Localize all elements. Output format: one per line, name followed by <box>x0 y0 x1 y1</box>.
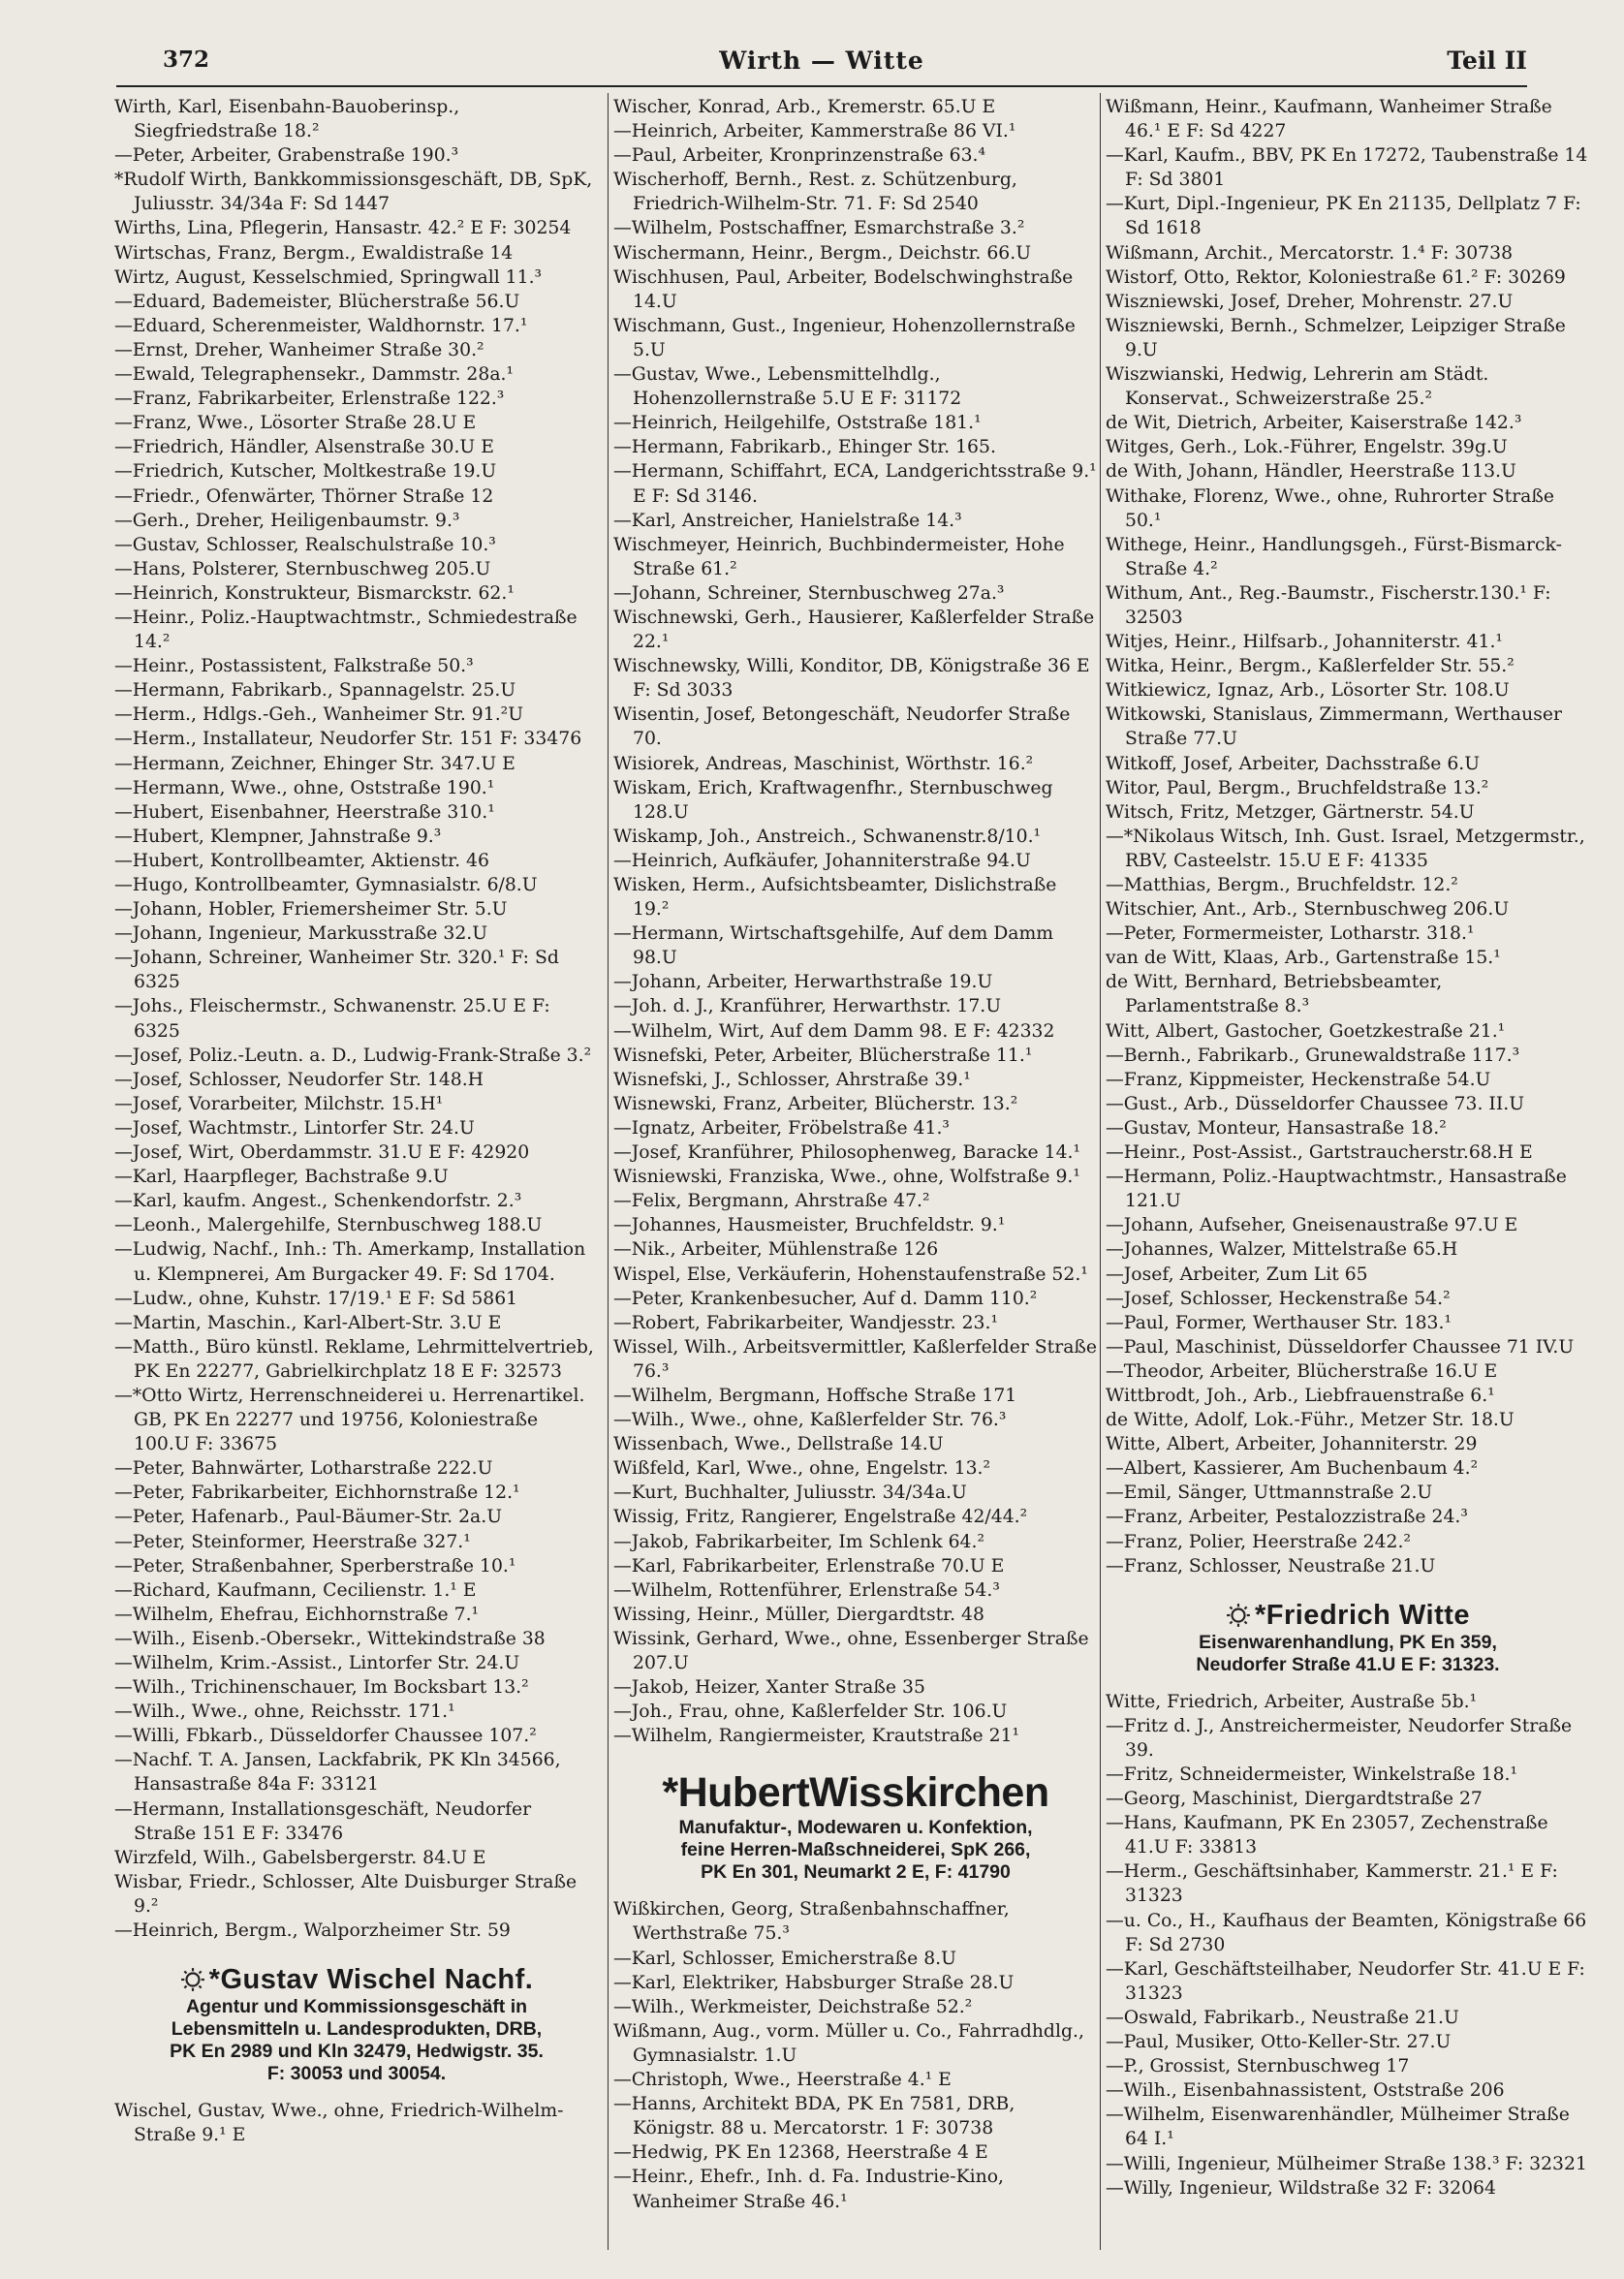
directory-entry: Wisbar, Friedr., Schlosser, Alte Duisburger Straße 9.² <box>114 1871 578 1917</box>
directory-entry: Wissink, Gerhard, Wwe., ohne, Essenberger Straße 207.U <box>613 1628 1089 1673</box>
directory-entry: Wisentin, Josef, Betongeschäft, Neudorfer Straße 70. <box>613 704 1071 750</box>
ad-line: Agentur und Kommissionsgeschäft in <box>185 1996 528 2018</box>
directory-entry: —u. Co., H., Kaufhaus der Beamten, Königstraße 66 F: Sd 2730 <box>1106 1910 1587 1955</box>
column-1 <box>114 95 599 2251</box>
directory-entry: —Theodor, Arbeiter, Blücherstraße 16.U E <box>1106 1360 1498 1382</box>
directory-entry: —Wilh., Wwe., ohne, Kaßlerfelder Str. 76.³ <box>613 1410 1007 1431</box>
directory-entry: —Hermann, Fabrikarb., Spannagelstr. 25.U <box>114 680 516 702</box>
directory-entry: Wiskam, Erich, Kraftwagenfhr., Sternbuschweg 128.U <box>613 777 1053 823</box>
directory-entry: —Hedwig, PK En 12368, Heerstraße 4 E <box>613 2142 988 2164</box>
directory-entry: —Josef, Arbeiter, Zum Lit 65 <box>1106 1264 1368 1285</box>
sun-emblem-icon <box>1226 1603 1251 1628</box>
directory-entry: —Nachf. T. A. Jansen, Lackfabrik, PK Kln 34566, Hansastraße 84a F: 33121 <box>114 1750 561 1795</box>
directory-entry: —Karl, Fabrikarbeiter, Erlenstraße 70.U E <box>613 1555 1005 1577</box>
directory-entry: —Heinrich, Arbeiter, Kammerstraße 86 VI.¹ <box>613 121 1016 142</box>
directory-entry: —Peter, Steinformer, Heerstraße 327.¹ <box>114 1531 471 1552</box>
directory-entry: —Paul, Former, Werthauser Str. 183.¹ <box>1106 1312 1452 1333</box>
directory-entry: Wischnewsky, Willi, Konditor, DB, Königstraße 36 E F: Sd 3033 <box>613 656 1090 702</box>
directory-entry: —Gust., Arb., Düsseldorfer Chaussee 73. II.U <box>1106 1093 1525 1114</box>
directory-entry: Wispel, Else, Verkäuferin, Hohenstaufenstraße 52.¹ <box>613 1264 1088 1285</box>
directory-entry: —Peter, Straßenbahner, Sperberstraße 10.¹ <box>114 1555 516 1577</box>
directory-entry: —Felix, Bergmann, Ahrstraße 47.² <box>613 1191 930 1212</box>
directory-entry: Wisiorek, Andreas, Maschinist, Wörthstr. 16.² <box>613 753 1034 774</box>
part-label: Teil II <box>1447 47 1527 75</box>
directory-entry: Wischmeyer, Heinrich, Buchbindermeister, Hohe Straße 61.² <box>613 534 1065 579</box>
directory-entry: —Josef, Poliz.-Leutn. a. D., Ludwig-Frank-Straße 3.² <box>114 1045 592 1066</box>
page-header <box>116 43 1527 87</box>
directory-entry: Wisnewski, Franz, Arbeiter, Blücherstr. 13.² <box>613 1093 1018 1114</box>
advertisement-wischel <box>114 1964 599 2085</box>
directory-entry: Wissing, Heinr., Müller, Diergardtstr. 48 <box>613 1604 984 1625</box>
directory-entry: —Herm., Installateur, Neudorfer Str. 151 F: 33476 <box>114 729 582 750</box>
directory-entry: Witt, Albert, Gastocher, Goetzkestraße 21.¹ <box>1106 1020 1506 1042</box>
directory-entry: —Wilhelm, Rottenführer, Erlenstraße 54.³ <box>613 1579 1000 1601</box>
directory-entry: —*Nikolaus Witsch, Inh. Gust. Israel, Metzgermstr., RBV, Casteelstr. 15.U E F: 41335 <box>1106 826 1585 871</box>
directory-entry: —Friedrich, Kutscher, Moltkestraße 19.U <box>114 461 497 483</box>
directory-entry: —Heinrich, Aufkäufer, Johanniterstraße 94.U <box>613 850 1031 871</box>
directory-entry: —Robert, Fabrikarbeiter, Wandjesstr. 23.¹ <box>613 1312 999 1333</box>
directory-entry: Wischnewski, Gerh., Hausierer, Kaßlerfelder Straße 22.¹ <box>613 607 1095 653</box>
entry-list <box>1106 95 1590 1578</box>
directory-entry: Witkowski, Stanislaus, Zimmermann, Werthauser Straße 77.U <box>1106 704 1562 750</box>
directory-entry: —Hanns, Architekt BDA, PK En 7581, DRB, Königstr. 88 u. Mercatorstr. 1 F: 30738 <box>613 2094 1015 2139</box>
advertisement-wisskirchen <box>613 1769 1098 1884</box>
directory-entry: —Hubert, Kontrollbeamter, Aktienstr. 46 <box>114 850 489 871</box>
ad-title: *HubertWisskirchen <box>662 1769 1049 1817</box>
directory-entry: —Hubert, Eisenbahner, Heerstraße 310.¹ <box>114 801 495 823</box>
directory-entry: Wisnefski, Peter, Arbeiter, Blücherstraße 11.¹ <box>613 1045 1033 1066</box>
directory-entry: —Karl, Kaufm., BBV, PK En 17272, Taubenstraße 14 F: Sd 3801 <box>1106 145 1588 191</box>
directory-entry: Wiszniewski, Bernh., Schmelzer, Leipziger Straße 9.U <box>1106 315 1566 360</box>
directory-entry: Wiszniewski, Josef, Dreher, Mohrenstr. 27.U <box>1106 291 1514 312</box>
directory-entry: —Heinr., Post-Assist., Gartstraucherstr.68.H E <box>1106 1142 1533 1164</box>
directory-entry: Witjes, Heinr., Hilfsarb., Johanniterstr. 41.¹ <box>1106 632 1503 653</box>
directory-entry: —Hermann, Installationsgeschäft, Neudorfer Straße 151 E F: 33476 <box>114 1798 532 1844</box>
ad-body <box>114 1996 599 2085</box>
directory-entry: —Heinrich, Konstrukteur, Bismarckstr. 62.¹ <box>114 582 515 604</box>
directory-entry: —Josef, Wirt, Oberdammstr. 31.U E F: 42920 <box>114 1142 530 1164</box>
directory-entry: —Wilhelm, Ehefrau, Eichhornstraße 7.¹ <box>114 1604 480 1625</box>
directory-entry: —Johann, Schreiner, Wanheimer Str. 320.¹ F: Sd 6325 <box>114 948 559 993</box>
directory-entry: —Johannes, Hausmeister, Bruchfeldstr. 9.¹ <box>613 1215 1006 1236</box>
directory-entry: —Wilh., Eisenbahnassistent, Oststraße 206 <box>1106 2080 1505 2102</box>
directory-entry: —Franz, Arbeiter, Pestalozzistraße 24.³ <box>1106 1507 1468 1528</box>
directory-entry: Witte, Albert, Arbeiter, Johanniterstr. 29 <box>1106 1434 1478 1455</box>
directory-entry: —Johann, Arbeiter, Herwarthstraße 19.U <box>613 972 993 993</box>
directory-entry: —Johann, Aufseher, Gneisenaustraße 97.U E <box>1106 1215 1518 1236</box>
directory-entry: —Wilhelm, Krim.-Assist., Lintorfer Str. 24.U <box>114 1653 520 1673</box>
directory-entry: —Christoph, Wwe., Heerstraße 4.¹ E <box>613 2070 952 2091</box>
directory-entry: —Johann, Schreiner, Sternbuschweg 27a.³ <box>613 582 1005 604</box>
directory-entry: —Wilhelm, Eisenwarenhändler, Mülheimer Straße 64 I.¹ <box>1106 2105 1570 2150</box>
directory-entry: —Franz, Polier, Heerstraße 242.² <box>1106 1531 1412 1552</box>
directory-entry: Wissel, Wilh., Arbeitsvermittler, Kaßlerfelder Straße 76.³ <box>613 1336 1098 1382</box>
directory-entry: Wiskamp, Joh., Anstreich., Schwanenstr.8/10.¹ <box>613 826 1042 847</box>
directory-entry: —Heinr., Postassistent, Falkstraße 50.³ <box>114 656 474 677</box>
directory-entry: —Josef, Kranführer, Philosophenweg, Baracke 14.¹ <box>613 1142 1081 1164</box>
directory-entry: —Wilhelm, Wirt, Auf dem Damm 98. E F: 42332 <box>613 1020 1055 1042</box>
directory-entry: Wißfeld, Karl, Wwe., ohne, Engelstr. 13.² <box>613 1458 991 1480</box>
directory-entry: —Martin, Maschin., Karl-Albert-Str. 3.U E <box>114 1312 502 1333</box>
ad-title: *Friedrich Witte <box>1254 1599 1471 1631</box>
directory-entry: —Heinr., Ehefr., Inh. d. Fa. Industrie-Kino, Wanheimer Straße 46.¹ <box>613 2167 1004 2212</box>
directory-entry: —Peter, Formermeister, Lotharstr. 318.¹ <box>1106 923 1475 945</box>
directory-entry: —Hermann, Poliz.-Hauptwachtmstr., Hansastraße 121.U <box>1106 1167 1567 1212</box>
directory-entry: Witor, Paul, Bergm., Bruchfeldstraße 13.² <box>1106 777 1489 798</box>
directory-entry: Wischer, Konrad, Arb., Kremerstr. 65.U E <box>613 97 996 117</box>
directory-entry: Wischmann, Gust., Ingenieur, Hohenzollernstraße 5.U <box>613 315 1076 360</box>
directory-entry: —Franz, Schlosser, Neustraße 21.U <box>1106 1555 1436 1577</box>
directory-entry: —Emil, Sänger, Uttmannstraße 2.U <box>1106 1483 1433 1504</box>
directory-entry: Witges, Gerh., Lok.-Führer, Engelstr. 39g.U <box>1106 437 1508 458</box>
directory-entry: Withum, Ant., Reg.-Baumstr., Fischerstr.130.¹ F: 32503 <box>1106 582 1551 628</box>
directory-entry: Wißmann, Heinr., Kaufmann, Wanheimer Straße 46.¹ E F: Sd 4227 <box>1106 97 1552 142</box>
directory-entry: —P., Grossist, Sternbuschweg 17 <box>1106 2056 1410 2077</box>
directory-entry: —Karl, Schlosser, Emicherstraße 8.U <box>613 1948 956 1969</box>
directory-entry: Wissig, Fritz, Rangierer, Engelstraße 42/44.² <box>613 1507 1028 1528</box>
header-rule <box>116 85 1527 87</box>
directory-entry: Wirtz, August, Kesselschmied, Springwall 11.³ <box>114 266 543 288</box>
directory-entry: —Wilhelm, Postschaffner, Esmarchstraße 3.² <box>613 218 1025 239</box>
directory-entry: —Fritz d. J., Anstreichermeister, Neudorfer Straße 39. <box>1106 1715 1573 1761</box>
directory-entry: —Hermann, Wwe., ohne, Oststraße 190.¹ <box>114 777 495 798</box>
directory-entry: —Wilh., Wwe., ohne, Reichsstr. 171.¹ <box>114 1701 455 1723</box>
directory-entry: —Ignatz, Arbeiter, Fröbelstraße 41.³ <box>613 1117 950 1139</box>
directory-entry: —Hermann, Schiffahrt, ECA, Landgerichtsstraße 9.¹ E F: Sd 3146. <box>613 461 1097 507</box>
directory-entry: —Johann, Hobler, Friemersheimer Str. 5.U <box>114 899 508 921</box>
directory-entry: —Joh. d. J., Kranführer, Herwarthstr. 17.U <box>613 996 1002 1017</box>
directory-entry: —Oswald, Fabrikarb., Neustraße 21.U <box>1106 2007 1459 2028</box>
directory-entry: —Kurt, Dipl.-Ingenieur, PK En 21135, Dellplatz 7 F: Sd 1618 <box>1106 194 1581 239</box>
directory-entry: —Ludwig, Nachf., Inh.: Th. Amerkamp, Installation u. Klempnerei, Am Burgacker 49. F: Sd 1704. <box>114 1239 586 1285</box>
column-3 <box>1106 95 1590 2251</box>
directory-entry: —Matth., Büro künstl. Reklame, Lehrmittelvertrieb, PK En 22277, Gabrielkirchplatz 18 E F: 32573 <box>114 1336 594 1382</box>
directory-entry: Withege, Heinr., Handlungsgeh., Fürst-Bismarck-Straße 4.² <box>1106 534 1562 579</box>
entry-list <box>1106 1690 1590 2201</box>
ad-line: Manufaktur-, Modewaren u. Konfektion, <box>678 1817 1033 1839</box>
directory-entry: —Kurt, Buchhalter, Juliusstr. 34/34a.U <box>613 1483 967 1504</box>
directory-entry: —Willi, Ingenieur, Mülheimer Straße 138.³ F: 32321 <box>1106 2153 1587 2174</box>
directory-entry: —Peter, Krankenbesucher, Auf d. Damm 110.² <box>613 1288 1038 1309</box>
directory-entry: Wissenbach, Wwe., Dellstraße 14.U <box>613 1434 944 1455</box>
ad-title: *Gustav Wischel Nachf. <box>208 1964 534 1996</box>
directory-entry: —Heinr., Poliz.-Hauptwachtmstr., Schmiedestraße 14.² <box>114 607 578 653</box>
directory-entry: —Eduard, Scherenmeister, Waldhornstr. 17.¹ <box>114 315 528 336</box>
directory-entry: Wirths, Lina, Pflegerin, Hansastr. 42.² E F: 30254 <box>114 218 572 239</box>
directory-entry: —Peter, Bahnwärter, Lotharstraße 222.U <box>114 1458 493 1480</box>
directory-entry: van de Witt, Klaas, Arb., Gartenstraße 15.¹ <box>1106 948 1501 969</box>
directory-entry: —Albert, Kassierer, Am Buchenbaum 4.² <box>1106 1458 1479 1480</box>
directory-entry: —Paul, Arbeiter, Kronprinzenstraße 63.⁴ <box>613 145 986 167</box>
directory-entry: Witsch, Fritz, Metzger, Gärtnerstr. 54.U <box>1106 801 1475 823</box>
directory-entry: —Karl, Anstreicher, Hanielstraße 14.³ <box>613 510 962 531</box>
directory-entry: Wistorf, Otto, Rektor, Koloniestraße 61.² F: 30269 <box>1106 266 1566 288</box>
directory-entry: —Hermann, Zeichner, Ehinger Str. 347.U E <box>114 753 515 774</box>
directory-entry: —Wilh., Trichinenschauer, Im Bocksbart 13.² <box>114 1677 529 1699</box>
entry-list <box>613 1897 1098 2213</box>
directory-entry: Wischel, Gustav, Wwe., ohne, Friedrich-Wilhelm-Straße 9.¹ E <box>114 2101 564 2146</box>
directory-entry: Wischermann, Heinr., Bergm., Deichstr. 66.U <box>613 242 1032 264</box>
directory-entry: Witka, Heinr., Bergm., Kaßlerfelder Str. 55.² <box>1106 656 1515 677</box>
directory-entry: de With, Johann, Händler, Heerstraße 113.U <box>1106 461 1516 483</box>
directory-entry: —Herm., Hdlgs.-Geh., Wanheimer Str. 91.²U <box>114 704 524 726</box>
directory-entry: —Josef, Schlosser, Neudorfer Str. 148.H <box>114 1069 484 1090</box>
column-2 <box>613 95 1098 2251</box>
directory-entry: —Georg, Maschinist, Diergardtstraße 27 <box>1106 1789 1483 1810</box>
directory-entry: Witte, Friedrich, Arbeiter, Austraße 5b.¹ <box>1106 1691 1478 1712</box>
directory-entry: —Fritz, Schneidermeister, Winkelstraße 18.¹ <box>1106 1764 1518 1785</box>
directory-entry: —Hugo, Kontrollbeamter, Gymnasialstr. 6/8.U <box>114 875 538 895</box>
directory-entry: —Heinrich, Heilgehilfe, Oststraße 181.¹ <box>613 413 982 434</box>
ad-line: feine Herren-Maßschneiderei, SpK 266, <box>680 1839 1031 1861</box>
ad-line: PK En 301, Neumarkt 2 E, F: 41790 <box>701 1861 1011 1884</box>
ad-line: Lebensmitteln u. Landesprodukten, DRB, <box>171 2018 543 2041</box>
directory-entry: —Friedr., Ofenwärter, Thörner Straße 12 <box>114 485 494 507</box>
directory-entry: —Johann, Ingenieur, Markusstraße 32.U <box>114 923 488 945</box>
directory-entry: —Johannes, Walzer, Mittelstraße 65.H <box>1106 1239 1458 1261</box>
directory-entry: Witkiewicz, Ignaz, Arb., Lösorter Str. 108.U <box>1106 680 1510 702</box>
ad-line: PK En 2989 und Kln 32479, Hedwigstr. 35. <box>170 2041 544 2063</box>
directory-entry: —Leonh., Malergehilfe, Sternbuschweg 188.U <box>114 1215 543 1236</box>
directory-entry: —Karl, kaufm. Angest., Schenkendorfstr. 2.³ <box>114 1191 522 1212</box>
page-number: 372 <box>163 47 210 73</box>
running-title: Wirth — Witte <box>719 47 924 75</box>
directory-entry: —Matthias, Bergm., Bruchfeldstr. 12.² <box>1106 875 1458 895</box>
directory-entry: Wischerhoff, Bernh., Rest. z. Schützenburg, Friedrich-Wilhelm-Str. 71. F: Sd 2540 <box>613 170 1017 215</box>
directory-entry: Wiszwianski, Hedwig, Lehrerin am Städt. Konservat., Schweizerstraße 25.² <box>1106 364 1489 410</box>
directory-entry: Wißmann, Archit., Mercatorstr. 1.⁴ F: 30738 <box>1106 242 1514 264</box>
directory-entry: Wißmann, Aug., vorm. Müller u. Co., Fahrradhdlg., Gymnasialstr. 1.U <box>613 2020 1084 2066</box>
directory-entry: —Nik., Arbeiter, Mühlenstraße 126 <box>613 1239 939 1261</box>
directory-entry: Wisnefski, J., Schlosser, Ahrstraße 39.¹ <box>613 1069 971 1090</box>
entry-list <box>613 95 1098 1748</box>
directory-entry: —Ludw., ohne, Kuhstr. 17/19.¹ E F: Sd 5861 <box>114 1288 518 1309</box>
directory-entry: —Paul, Musiker, Otto-Keller-Str. 27.U <box>1106 2032 1452 2053</box>
directory-entry: —Franz, Wwe., Lösorter Straße 28.U E <box>114 413 477 434</box>
directory-entry: —Hans, Polsterer, Sternbuschweg 205.U <box>114 558 491 579</box>
directory-entry: —Ewald, Telegraphensekr., Dammstr. 28a.¹ <box>114 364 515 386</box>
directory-entry: —Johs., Fleischermstr., Schwanenstr. 25.U E F: 6325 <box>114 996 550 1042</box>
directory-entry: —Gustav, Monteur, Hansastraße 18.² <box>1106 1117 1447 1139</box>
ad-line: Neudorfer Straße 41.U E F: 31323. <box>1196 1653 1500 1675</box>
directory-entry: —Wilh., Werkmeister, Deichstraße 52.² <box>613 1996 973 2017</box>
column-divider <box>1100 93 1101 2250</box>
directory-entry: de Witt, Bernhard, Betriebsbeamter, Parlamentstraße 8.³ <box>1106 972 1443 1017</box>
entry-list <box>114 2099 599 2147</box>
directory-entry: —Jakob, Heizer, Xanter Straße 35 <box>613 1677 925 1699</box>
directory-entry: —Eduard, Bademeister, Blücherstraße 56.U <box>114 291 520 312</box>
directory-entry: Wittbrodt, Joh., Arb., Liebfrauenstraße 6.¹ <box>1106 1385 1495 1406</box>
directory-entry: —Hubert, Klempner, Jahnstraße 9.³ <box>114 826 442 847</box>
directory-entry: —Peter, Fabrikarbeiter, Eichhornstraße 12.¹ <box>114 1483 520 1504</box>
directory-entry: —Karl, Geschäftsteilhaber, Neudorfer Str. 41.U E F: 31323 <box>1106 1958 1585 2004</box>
directory-entry: de Wit, Dietrich, Arbeiter, Kaiserstraße 142.³ <box>1106 413 1522 434</box>
directory-entry: —Willy, Ingenieur, Wildstraße 32 F: 32064 <box>1106 2177 1496 2199</box>
directory-entry: —Bernh., Fabrikarb., Grunewaldstraße 117.³ <box>1106 1045 1520 1066</box>
directory-entry: —Heinrich, Bergm., Walporzheimer Str. 59 <box>114 1920 511 1942</box>
directory-entry: —Ernst, Dreher, Wanheimer Straße 30.² <box>114 339 484 360</box>
directory-entry: —Franz, Kippmeister, Heckenstraße 54.U <box>1106 1069 1491 1090</box>
directory-entry: —Willi, Fbkarb., Düsseldorfer Chaussee 107.² <box>114 1726 537 1747</box>
directory-entry: —Josef, Vorarbeiter, Milchstr. 15.H¹ <box>114 1093 444 1114</box>
ad-body <box>613 1817 1098 1884</box>
directory-entry: Wißkirchen, Georg, Straßenbahnschaffner, Werthstraße 75.³ <box>613 1899 1010 1945</box>
directory-entry: —Wilhelm, Rangiermeister, Krautstraße 21¹ <box>613 1726 1020 1747</box>
ad-line: F: 30053 und 30054. <box>266 2063 447 2085</box>
directory-entry: —Jakob, Fabrikarbeiter, Im Schlenk 64.² <box>613 1531 984 1552</box>
directory-entry: —Karl, Haarpfleger, Bachstraße 9.U <box>114 1167 449 1188</box>
directory-entry: —Gustav, Wwe., Lebensmittelhdlg., Hohenzollernstraße 5.U E F: 31172 <box>613 364 962 410</box>
directory-entry: Wirth, Karl, Eisenbahn-Bauoberinsp., Siegfriedstraße 18.² <box>114 97 460 142</box>
directory-entry: Wisniewski, Franziska, Wwe., ohne, Wolfstraße 9.¹ <box>613 1167 1080 1188</box>
directory-entry: Wirtschas, Franz, Bergm., Ewaldistraße 14 <box>114 242 514 264</box>
directory-entry: —Hermann, Wirtschaftsgehilfe, Auf dem Damm 98.U <box>613 923 1054 969</box>
directory-entry: —Franz, Fabrikarbeiter, Erlenstraße 122.³ <box>114 389 505 410</box>
directory-entry: —Richard, Kaufmann, Cecilienstr. 1.¹ E <box>114 1579 477 1601</box>
directory-entry: Withake, Florenz, Wwe., ohne, Ruhrorter Straße 50.¹ <box>1106 485 1555 531</box>
directory-entry: —Peter, Arbeiter, Grabenstraße 190.³ <box>114 145 459 167</box>
directory-entry: —Joh., Frau, ohne, Kaßlerfelder Str. 106.U <box>613 1701 1008 1723</box>
ad-body <box>1106 1632 1590 1676</box>
directory-entry: —Hans, Kaufmann, PK En 23057, Zechenstraße 41.U F: 33813 <box>1106 1813 1548 1858</box>
directory-entry: —Gustav, Schlosser, Realschulstraße 10.³ <box>114 534 496 555</box>
ad-line: Eisenwarenhandlung, PK En 359, <box>1199 1631 1497 1653</box>
directory-entry: —Peter, Hafenarb., Paul-Bäumer-Str. 2a.U <box>114 1507 503 1528</box>
directory-entry: —Karl, Elektriker, Habsburger Straße 28.U <box>613 1972 1015 1993</box>
directory-entry: —Hermann, Fabrikarb., Ehinger Str. 165. <box>613 437 996 458</box>
directory-entry: —Wilh., Eisenb.-Obersekr., Wittekindstraße 38 <box>114 1628 546 1649</box>
directory-entry: —Paul, Maschinist, Düsseldorfer Chaussee 71 IV.U <box>1106 1336 1575 1358</box>
entry-list <box>114 95 599 1943</box>
directory-entry: Wirzfeld, Wilh., Gabelsbergerstr. 84.U E <box>114 1847 486 1868</box>
column-divider <box>608 93 609 2250</box>
directory-entry: —Josef, Schlosser, Heckenstraße 54.² <box>1106 1288 1451 1309</box>
directory-entry: —Gerh., Dreher, Heiligenbaumstr. 9.³ <box>114 510 460 531</box>
advertisement-witte <box>1106 1600 1590 1676</box>
directory-entry: —Josef, Wachtmstr., Lintorfer Str. 24.U <box>114 1117 475 1139</box>
sun-emblem-icon <box>180 1967 205 1992</box>
directory-entry: —*Otto Wirtz, Herrenschneiderei u. Herrenartikel. GB, PK En 22277 und 19756, Koloniestraße 100.U F: 33675 <box>114 1385 585 1455</box>
directory-entry: Wisken, Herm., Aufsichtsbeamter, Dislichstraße 19.² <box>613 875 1057 921</box>
directory-entry: Witschier, Ant., Arb., Sternbuschweg 206.U <box>1106 899 1510 921</box>
directory-entry: —Herm., Geschäftsinhaber, Kammerstr. 21.¹ E F: 31323 <box>1106 1861 1558 1907</box>
directory-entry: Witkoff, Josef, Arbeiter, Dachsstraße 6.U <box>1106 753 1481 774</box>
directory-entry: —Friedrich, Händler, Alsenstraße 30.U E <box>114 437 494 458</box>
directory-entry: de Witte, Adolf, Lok.-Führ., Metzer Str. 18.U <box>1106 1410 1515 1431</box>
directory-entry: Wischhusen, Paul, Arbeiter, Bodelschwinghstraße 14.U <box>613 266 1074 312</box>
directory-entry: —Wilhelm, Bergmann, Hoffsche Straße 171 <box>613 1385 1017 1406</box>
directory-entry: *Rudolf Wirth, Bankkommissionsgeschäft, DB, SpK, Juliusstr. 34/34a F: Sd 1447 <box>114 170 593 215</box>
